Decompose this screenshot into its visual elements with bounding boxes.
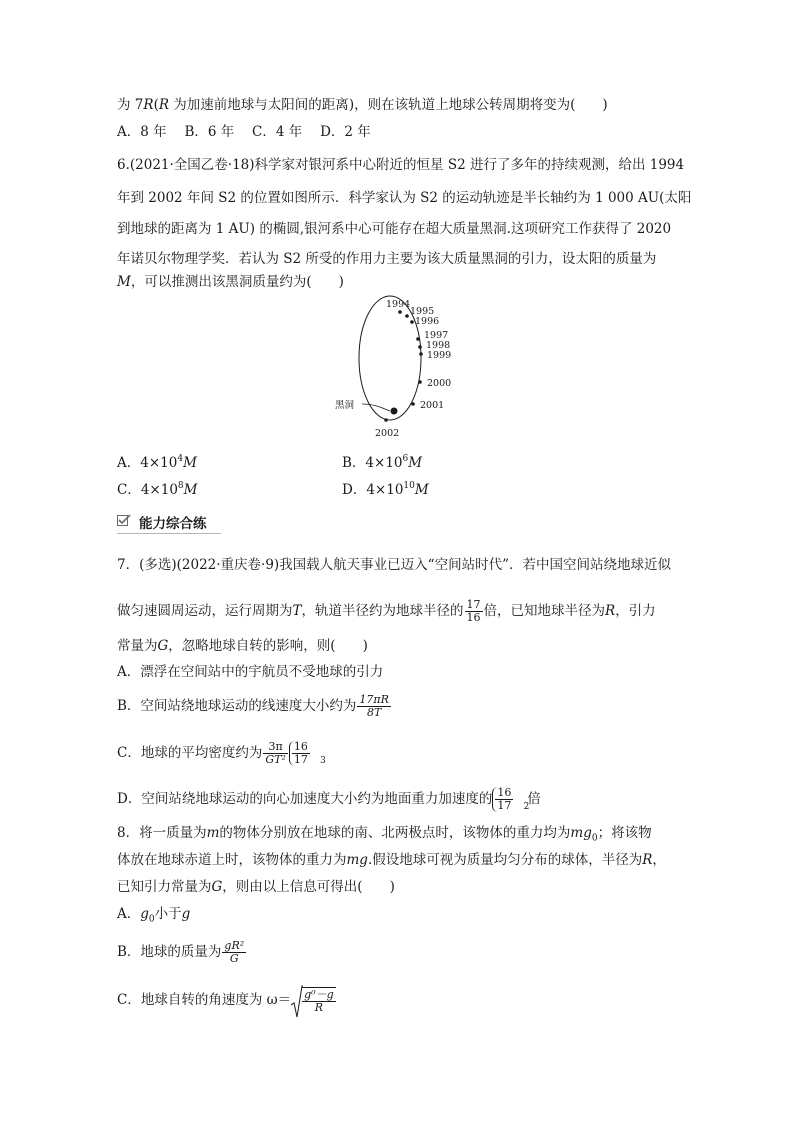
q6-line5	[117, 273, 344, 291]
q7-line2: 做匀速圆周运动，运行周期为T，轨道半径约为地球半径的 $\frac{17}{16}$ 倍，已知地球半径为R，引力	[117, 598, 656, 624]
label-1998: 1998	[426, 340, 451, 351]
point-1995	[405, 314, 409, 318]
q7-ratio-fraction: $\frac{17}{16}$	[466, 598, 481, 624]
q8-option-c: C．地球自转的角速度为 ω＝ $\frac{\text{g⁰－g}}{R}$	[117, 987, 337, 1014]
q8-line1: 8．将一质量为m的物体分别放在地球的南、北两极点时，该物体的重力均为$mg_0$；将该物	[117, 825, 652, 844]
q5-option-c: C．4 年	[252, 124, 303, 140]
q5-stem-cont: )，则在该轨道上地球公转周期将变为( )	[348, 97, 608, 113]
section-underline	[117, 533, 221, 534]
q6-option-a: A．$4\times 10^4M$	[117, 454, 197, 471]
q6-option-d: D．$4\times 10^{10}M$	[342, 481, 429, 498]
q7-option-a: A．漂浮在空间站中的宇航员不受地球的引力	[117, 664, 384, 680]
blackhole-dot	[391, 408, 398, 415]
q6-option-b: B．$4\times 10^6M$	[342, 454, 423, 471]
checkbox-icon	[117, 514, 131, 526]
label-2001: 2001	[420, 400, 445, 411]
sqrt-expression: $\frac{\text{g⁰－g}}{R}$	[291, 987, 337, 1014]
point-1999	[419, 352, 423, 356]
label-blackhole: 黑洞	[335, 400, 355, 411]
q7-line3: 常量为G，忽略地球自转的影响，则( )	[117, 638, 368, 654]
q7-line1: 7．(多选)(2022·重庆卷·9)我国载人航天事业已迈入“空间站时代”．若中国空间站绕地球近似	[117, 557, 671, 573]
blackhole-leader	[362, 404, 390, 411]
q8-line2: 体放在地球赤道上时，该物体的重力为mg.假设地球可视为质量均匀分布的球体，半径为R，	[117, 852, 666, 868]
q6-var-m: M	[117, 274, 131, 290]
point-1998	[418, 345, 422, 349]
point-1994	[398, 310, 402, 314]
point-2002	[384, 418, 388, 422]
point-1996	[410, 320, 414, 324]
point-1997	[416, 337, 420, 341]
label-2000: 2000	[427, 378, 452, 389]
q6-line3: 到地球的距离为 1 AU) 的椭圆,银河系中心可能存在超大质量黑洞.这项研究工作获得了 2020	[117, 221, 672, 237]
label-1995: 1995	[410, 306, 435, 317]
q5-stem: 为 7R(R 为加速前地球与太阳间的距离)，则在该轨道上地球公转周期将变为( )	[117, 97, 608, 113]
q8-line3: 已知引力常量为G，则由以上信息可得出( )	[117, 879, 395, 895]
q7-option-c: C．地球的平均密度约为 $\frac{3\pi}{\text{GT²}}$ 16 17 3	[117, 740, 326, 766]
q7-option-b: B．空间站绕地球运动的线速度大小约为 $\frac{17\pi R}{8T}$	[117, 693, 389, 719]
q5-option-a: A．8 年	[117, 124, 167, 140]
q8-option-a: A．$g_0$小于g	[117, 906, 191, 925]
label-1996: 1996	[415, 316, 440, 327]
label-2002: 2002	[375, 428, 400, 439]
label-1999: 1999	[427, 350, 452, 361]
orbit-figure	[330, 292, 460, 442]
q6-line4: 年诺贝尔物理学奖．若认为 S2 所受的作用力主要为该大质量黑洞的引力，设太阳的质量为	[117, 251, 657, 267]
point-2001	[411, 402, 415, 406]
section-header	[117, 512, 221, 534]
q6-line5-rest: ，可以推测出该黑洞质量约为( )	[130, 274, 344, 290]
q6-option-c: C．$4\times 10^8M$	[117, 481, 198, 498]
point-2000	[418, 380, 422, 384]
label-1994: 1994	[386, 299, 411, 310]
q6-line2: 年到 2002 年间 S2 的位置如图所示．科学家认为 S2 的运动轨迹是半长轴约为 1 000 AU(太阳	[117, 190, 692, 206]
q6-line1: 6.(2021·全国乙卷·18)科学家对银河系中心附近的恒星 S2 进行了多年的持续观测，给出 1994	[117, 157, 685, 173]
q5-options	[117, 123, 371, 141]
q8-option-b: B．地球的质量为 $\frac{\text{gR²}}{G}$	[117, 939, 245, 965]
q7-option-d: D．空间站绕地球运动的向心加速度大小约为地面重力加速度的 16 17 2 倍	[117, 786, 541, 812]
section-title: 能力综合练	[139, 516, 207, 532]
q5-option-d: D．2 年	[320, 124, 371, 140]
label-1997: 1997	[424, 330, 449, 341]
q5-option-b: B．6 年	[184, 124, 235, 140]
